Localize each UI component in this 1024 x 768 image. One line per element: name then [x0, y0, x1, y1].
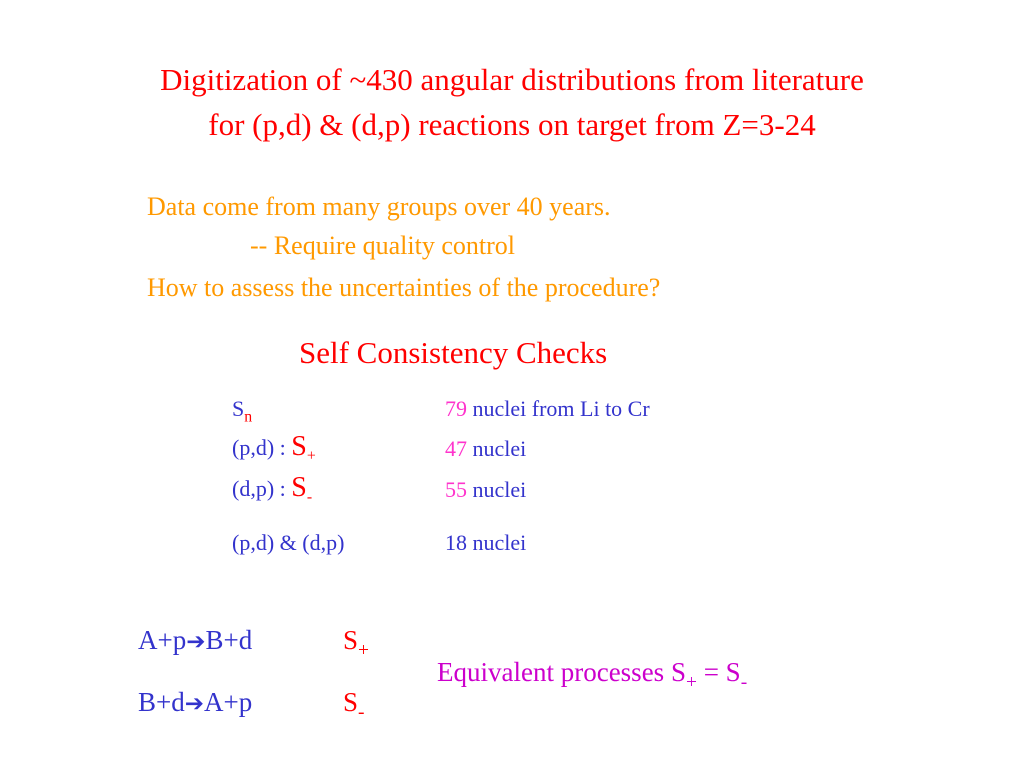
- s-symbol: S: [725, 657, 741, 687]
- s-subscript: n: [244, 408, 253, 426]
- count-description: nuclei: [472, 530, 527, 555]
- s-subscript: -: [740, 671, 748, 693]
- note-data-sources: Data come from many groups over 40 years.: [147, 192, 611, 221]
- reaction-right: B+d: [205, 625, 253, 655]
- s-subscript: +: [306, 447, 316, 465]
- count-description: nuclei from Li to Cr: [472, 396, 650, 421]
- s-symbol: S: [343, 687, 359, 717]
- s-symbol: S: [291, 431, 307, 462]
- table-row-value-sn: [445, 396, 650, 422]
- table-row-value-pd: [445, 436, 526, 462]
- equivalent-processes: [437, 657, 748, 693]
- reaction-forward: [138, 625, 252, 656]
- arrow-right-icon: ➔: [184, 691, 204, 717]
- count-description: nuclei: [472, 477, 527, 502]
- s-subscript: +: [685, 671, 697, 693]
- table-row-value-dp: [445, 477, 526, 503]
- reaction-prefix: (d,p) :: [232, 476, 292, 501]
- table-row-label-both: (p,d) & (d,p): [232, 530, 345, 555]
- s-symbol: S: [670, 657, 686, 687]
- count-value: 55: [445, 477, 467, 502]
- slide-title-line-1: Digitization of ~430 angular distributions from literature: [160, 62, 864, 97]
- table-row-value-both: [445, 530, 526, 556]
- reaction-prefix: (p,d) :: [232, 435, 292, 460]
- reaction-reverse: [138, 687, 252, 718]
- arrow-right-icon: ➔: [186, 629, 206, 655]
- count-description: nuclei: [472, 436, 527, 461]
- s-symbol: S: [232, 396, 245, 421]
- reaction-left: A+p: [138, 625, 187, 655]
- s-symbol: S: [291, 472, 307, 503]
- table-row-label-pd: [232, 431, 316, 463]
- s-subscript: -: [358, 701, 365, 723]
- equals-sign: =: [696, 657, 726, 687]
- slide-title-line-2: for (p,d) & (d,p) reactions on target from Z=3-24: [208, 107, 816, 142]
- s-subscript: +: [358, 639, 369, 661]
- reaction-right: A+p: [203, 687, 253, 717]
- count-value: 47: [445, 436, 467, 461]
- count-value: 18: [445, 530, 467, 555]
- equivalence-text: Equivalent processes: [437, 657, 671, 687]
- reaction-forward-s: [343, 625, 369, 661]
- s-symbol: S: [343, 625, 359, 655]
- reaction-left: B+d: [138, 687, 185, 717]
- s-subscript: -: [306, 488, 313, 506]
- note-quality-control: -- Require quality control: [250, 231, 515, 260]
- table-row-label-dp: [232, 472, 312, 504]
- note-uncertainties-question: How to assess the uncertainties of the procedure?: [147, 273, 661, 302]
- table-row-label-sn: [232, 396, 253, 426]
- reaction-reverse-s: [343, 687, 365, 723]
- count-value: 79: [445, 396, 467, 421]
- section-heading: Self Consistency Checks: [299, 335, 608, 370]
